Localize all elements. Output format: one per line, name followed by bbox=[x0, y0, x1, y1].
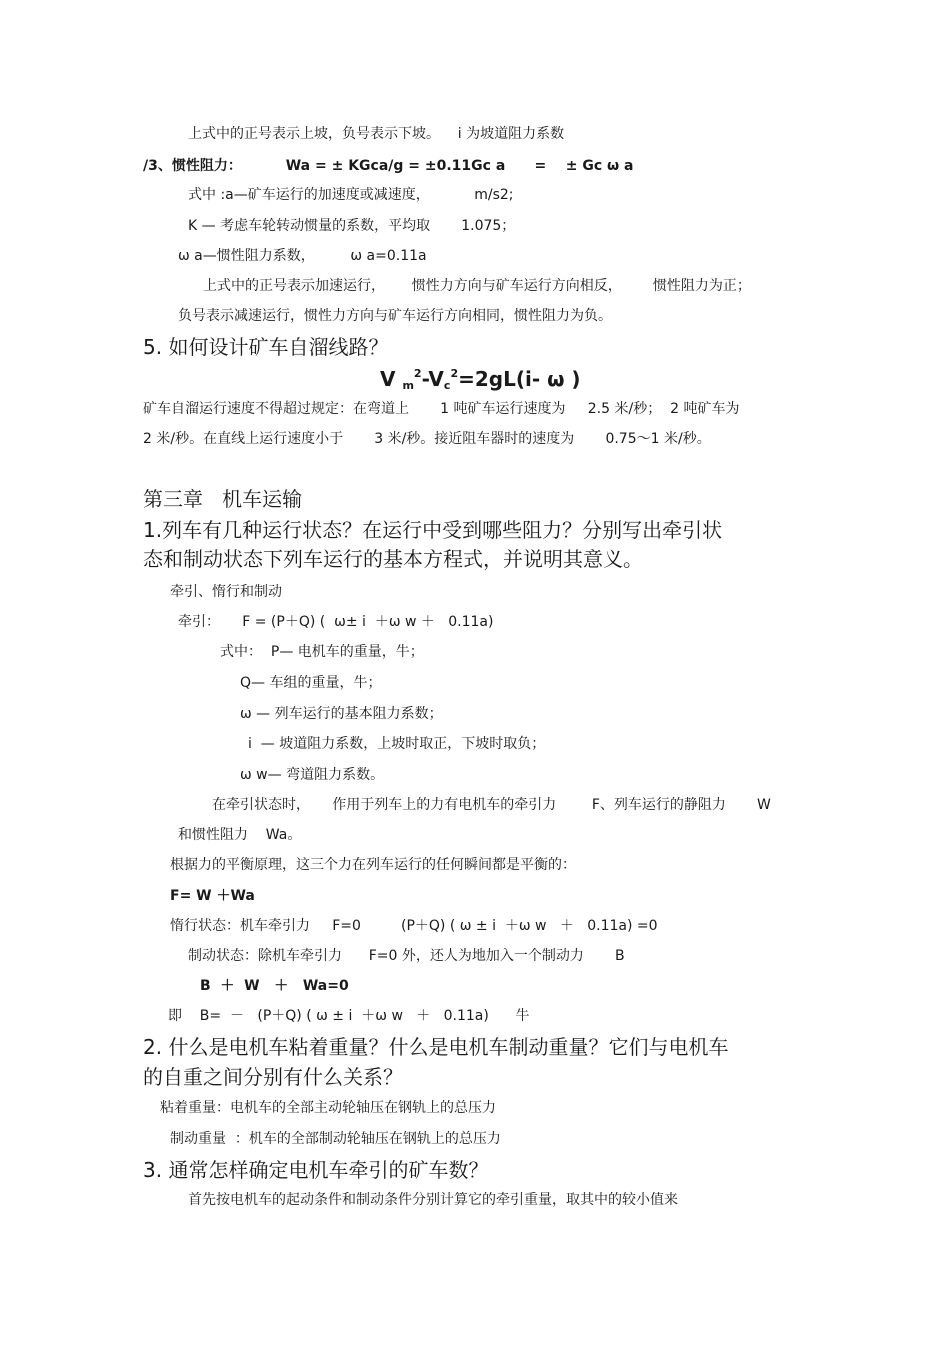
eq-sub: m bbox=[402, 379, 414, 392]
eq-part: =2gL(i- ω ) bbox=[458, 367, 581, 391]
text-line: 上式中的正号表示上坡，负号表示下坡。 i 为坡道阻力系数 bbox=[188, 126, 565, 142]
text-line: 首先按电机车的起动条件和制动条件分别计算它的牵引重量，取其中的较小值来 bbox=[188, 1192, 678, 1208]
text-line: ω w— 弯道阻力系数。 bbox=[240, 767, 385, 783]
eq-sup: 2 bbox=[450, 367, 459, 380]
text-line: ω a—惯性阻力系数， ω a=0.11a bbox=[178, 248, 427, 264]
formula-line: B ＋ W ＋ Wa=0 bbox=[200, 978, 349, 994]
text-line: 和惯性阻力 Wa。 bbox=[178, 827, 302, 843]
chapter-heading: 第三章 机车运输 bbox=[143, 487, 303, 511]
text-line: 2 米/秒。在直线上运行速度小于 3 米/秒。接近阻车器时的速度为 0.75～1 米/秒。 bbox=[143, 431, 711, 447]
formula-line: F= W ＋Wa bbox=[170, 888, 255, 904]
text-line: 矿车自溜运行速度不得超过规定：在弯道上 1 吨矿车运行速度为 2.5 米/秒； 2 吨矿车为 bbox=[143, 401, 740, 417]
text-line: ω — 列车运行的基本阻力系数； bbox=[240, 706, 443, 722]
text-line: 上式中的正号表示加速运行， 惯性力方向与矿车运行方向相反， 惯性阻力为正； bbox=[203, 278, 751, 294]
eq-sup: 2 bbox=[413, 367, 422, 380]
question-heading: 3. 通常怎样确定电机车牵引的矿车数？ bbox=[143, 1158, 489, 1182]
question-heading: 1.列车有几种运行状态？在运行中受到哪些阻力？分别写出牵引状 bbox=[143, 518, 723, 542]
text-line: 牵引、惰行和制动 bbox=[170, 584, 282, 600]
question-heading: 2. 什么是电机车粘着重量？什么是电机车制动重量？它们与电机车 bbox=[143, 1035, 729, 1059]
text-line: 在牵引状态时， 作用于列车上的力有电机车的牵引力 F、列车运行的静阻力 W bbox=[212, 797, 771, 813]
text-line: 制动状态：除机车牵引力 F=0 外，还人为地加入一个制动力 B bbox=[188, 948, 625, 964]
question-heading: 的自重之间分别有什么关系？ bbox=[143, 1065, 403, 1089]
text-line: /3、惯性阻力： Wa = ± KGca/g = ±0.11Gc a = ± Gc ω a bbox=[143, 158, 634, 174]
eq-sub: c bbox=[443, 379, 451, 392]
text-line: Q— 车组的重量，牛； bbox=[240, 675, 382, 691]
formula-line: 即 B= － (P＋Q) ( ω ± i ＋ω w ＋ 0.11a) 牛 bbox=[168, 1008, 530, 1024]
eq-part: V bbox=[380, 367, 396, 391]
text-line: 式中： P— 电机车的重量，牛； bbox=[220, 644, 424, 660]
text-line: i — 坡道阻力系数，上坡时取正，下坡时取负； bbox=[248, 736, 546, 752]
question-heading: 态和制动状态下列车运行的基本方程式，并说明其意义。 bbox=[143, 547, 643, 571]
question-heading: 5. 如何设计矿车自溜线路？ bbox=[143, 335, 389, 359]
text-line: 制动重量 ：机车的全部制动轮轴压在钢轨上的总压力 bbox=[170, 1131, 501, 1147]
text-line: 根据力的平衡原理，这三个力在列车运行的任何瞬间都是平衡的： bbox=[170, 857, 576, 873]
equation bbox=[380, 366, 581, 392]
text-line: K — 考虑车轮转动惯量的系数，平均取 1.075； bbox=[188, 218, 516, 234]
text-line: 粘着重量：电机车的全部主动轮轴压在钢轨上的总压力 bbox=[160, 1100, 496, 1116]
formula-line: 惰行状态：机车牵引力 F=0 (P＋Q) ( ω ± i ＋ω w ＋ 0.11a) =0 bbox=[170, 918, 658, 934]
formula-line: 牵引： F = (P＋Q) ( ω± i ＋ω w ＋ 0.11a) bbox=[178, 614, 494, 630]
text-line: 式中 :a—矿车运行的加速度或减速度， m/s2; bbox=[188, 187, 514, 203]
eq-part: -V bbox=[421, 367, 444, 391]
text-line: 负号表示减速运行，惯性力方向与矿车运行方向相同，惯性阻力为负。 bbox=[178, 308, 612, 324]
